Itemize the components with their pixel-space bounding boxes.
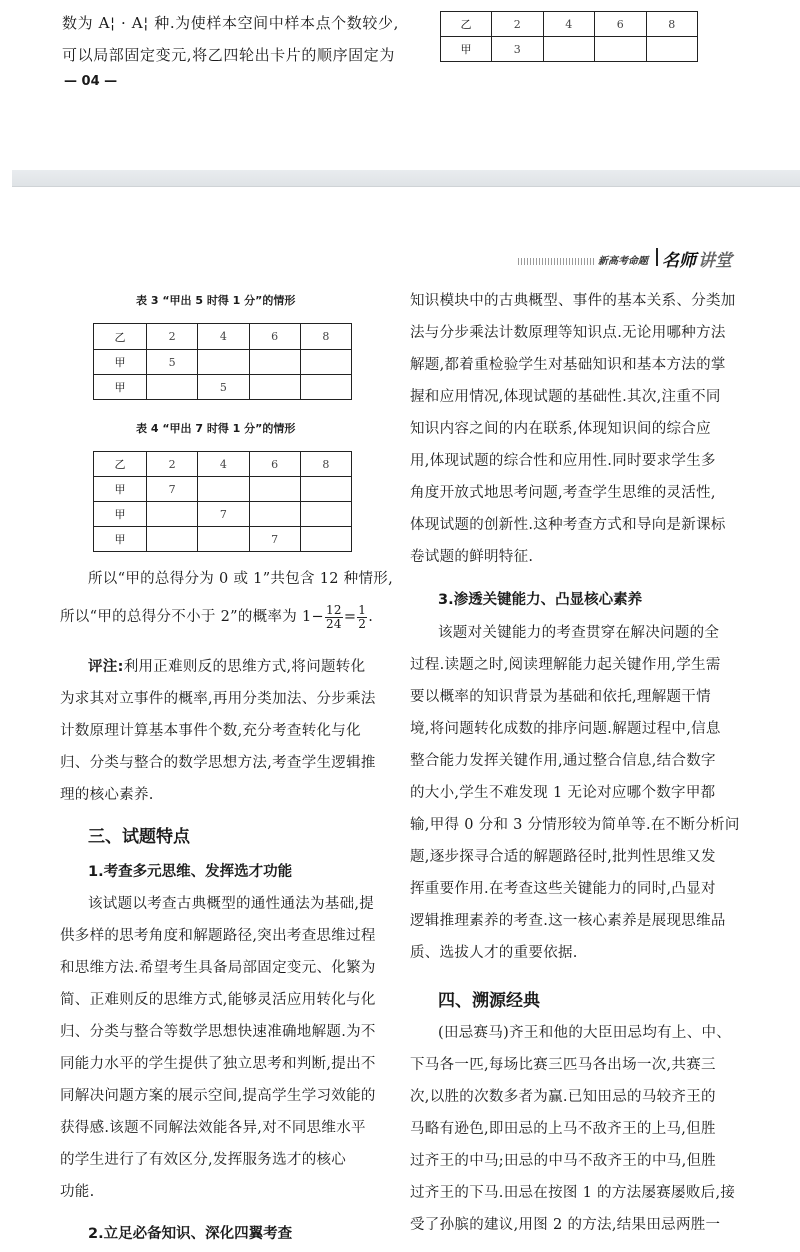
table-cell: 5 bbox=[147, 350, 198, 375]
table-cell: 乙 bbox=[94, 324, 147, 350]
table-cell: 乙 bbox=[94, 452, 147, 477]
right-line: 解题,都着重检验学生对基础知识和基本方法的掌 bbox=[410, 357, 726, 373]
table-cell bbox=[300, 502, 351, 527]
sub1-line: 归、分类与整合等数学思想快速准确地解题.为不 bbox=[60, 1024, 376, 1040]
sub-2-title: 2.立足必备知识、深化四翼考查 bbox=[88, 1226, 293, 1242]
conclusion-line-1: 所以“甲的总得分为 0 或 1”共包含 12 种情形, bbox=[88, 571, 393, 587]
page-separator bbox=[12, 170, 800, 187]
table-cell: 2 bbox=[147, 452, 198, 477]
right-line: 下马各一匹,每场比赛三匹马各出场一次,共赛三 bbox=[410, 1057, 716, 1073]
table-cell: 4 bbox=[543, 12, 595, 37]
comment-line: 归、分类与整合的数学思想方法,考查学生逻辑推 bbox=[60, 755, 376, 771]
table-cell: 7 bbox=[249, 527, 300, 552]
sub1-line: 的学生进行了有效区分,发挥服务选才的核心 bbox=[60, 1152, 347, 1168]
fraction-12-24 bbox=[325, 604, 343, 631]
table-cell bbox=[300, 527, 351, 552]
table-cell: 7 bbox=[198, 502, 249, 527]
table-cell bbox=[300, 477, 351, 502]
sub1-line: 同解决问题方案的展示空间,提高学生学习效能的 bbox=[60, 1088, 376, 1104]
right-line: 该题对关键能力的考查贯穿在解决问题的全 bbox=[438, 625, 720, 641]
right-line: 知识内容之间的内在联系,体现知识间的综合应 bbox=[410, 421, 711, 437]
table-cell bbox=[249, 477, 300, 502]
right-line: 握和应用情况,体现试题的基础性.其次,注重不同 bbox=[410, 389, 721, 405]
right-line: 过齐王的下马.田忌在按图 1 的方法屡赛屡败后,接 bbox=[410, 1185, 736, 1201]
equals-sign: = bbox=[343, 609, 357, 625]
comment-line-1 bbox=[88, 658, 365, 677]
right-line: 马略有逊色,即田忌的上马不敌齐王的上马,但胜 bbox=[410, 1121, 716, 1137]
table-cell bbox=[543, 37, 595, 62]
header-brand-a: 名师 bbox=[662, 251, 696, 271]
table-cell: 3 bbox=[492, 37, 544, 62]
right-line: 次,以胜的次数多者为赢.已知田忌的马较齐王的 bbox=[410, 1089, 716, 1105]
sub1-line: 和思维方法.希望考生具备局部固定变元、化繁为 bbox=[60, 960, 376, 976]
fraction-numerator: 12 bbox=[325, 603, 342, 617]
sub-1-title: 1.考查多元思维、发挥选才功能 bbox=[88, 864, 293, 880]
table-cell: 甲 bbox=[94, 527, 147, 552]
comment-line: 为求其对立事件的概率,再用分类加法、分步乘法 bbox=[60, 691, 376, 707]
top-text-line-2: 可以局部固定变元,将乙四轮出卡片的顺序固定为 bbox=[62, 46, 395, 64]
table4 bbox=[93, 451, 352, 552]
table-cell bbox=[300, 375, 351, 400]
table-cell: 6 bbox=[249, 452, 300, 477]
right-line: 整合能力发挥关键作用,通过整合信息,结合数字 bbox=[410, 753, 716, 769]
period: . bbox=[368, 609, 374, 625]
right-line: 题,逐步探寻合适的解题路径时,批判性思维又发 bbox=[410, 849, 716, 865]
comment-label: 评注: bbox=[88, 659, 124, 675]
sub1-line: 简、正难则反的思维方式,能够灵活应用转化与化 bbox=[60, 992, 376, 1008]
table-cell bbox=[147, 375, 198, 400]
right-line: 受了孙膑的建议,用图 2 的方法,结果田忌两胜一 bbox=[410, 1217, 721, 1233]
table-cell: 7 bbox=[147, 477, 198, 502]
right-line: (田忌赛马)齐王和他的大臣田忌均有上、中、 bbox=[438, 1025, 732, 1041]
conclusion-text: 所以“甲的总得分不小于 2”的概率为 1− bbox=[60, 609, 324, 625]
table-cell: 乙 bbox=[441, 12, 492, 37]
table-cell: 8 bbox=[300, 324, 351, 350]
table-cell bbox=[249, 502, 300, 527]
right-line: 要以概率的知识背景为基础和依托,理解题干情 bbox=[410, 689, 711, 705]
comment-text: 利用正难则反的思维方式,将问题转化 bbox=[123, 659, 366, 675]
right-line: 质、选拔人才的重要依据. bbox=[410, 945, 578, 961]
top-text-line-1: 数为 A¦ · A¦ 种.为使样本空间中样本点个数较少, bbox=[62, 14, 399, 32]
sub1-line: 供多样的思考角度和解题路径,突出考查思维过程 bbox=[60, 928, 376, 944]
right-line: 境,将问题转化成数的排序问题.解题过程中,信息 bbox=[410, 721, 721, 737]
sub1-line: 该试题以考查古典概型的通性通法为基础,提 bbox=[88, 896, 375, 912]
table-cell bbox=[646, 37, 698, 62]
section-3-title: 三、试题特点 bbox=[88, 827, 190, 847]
table-cell bbox=[249, 350, 300, 375]
fraction-denominator: 24 bbox=[325, 617, 342, 631]
right-line: 挥重要作用.在考查这些关键能力的同时,凸显对 bbox=[410, 881, 716, 897]
table-cell: 8 bbox=[300, 452, 351, 477]
right-line: 过齐王的中马;田忌的中马不敌齐王的中马,但胜 bbox=[410, 1153, 717, 1169]
table-cell bbox=[595, 37, 647, 62]
section-4-title: 四、溯源经典 bbox=[438, 991, 540, 1011]
table-cell: 6 bbox=[249, 324, 300, 350]
table-cell: 甲 bbox=[94, 350, 147, 375]
table-cell: 2 bbox=[492, 12, 544, 37]
table-cell: 甲 bbox=[441, 37, 492, 62]
header-hatch bbox=[518, 258, 596, 265]
table-cell: 8 bbox=[646, 12, 698, 37]
fraction-denominator: 2 bbox=[358, 617, 367, 631]
page-number: — 04 — bbox=[64, 74, 118, 89]
sub1-line: 功能. bbox=[60, 1184, 95, 1200]
right-line: 用,体现试题的综合性和应用性.同时要求学生多 bbox=[410, 453, 716, 469]
table-cell bbox=[249, 375, 300, 400]
table-cell: 甲 bbox=[94, 477, 147, 502]
sub1-line: 同能力水平的学生提供了独立思考和判断,提出不 bbox=[60, 1056, 376, 1072]
right-line: 角度开放式地思考问题,考查学生思维的灵活性, bbox=[410, 485, 716, 501]
table-cell: 5 bbox=[198, 375, 249, 400]
fraction-1-2 bbox=[357, 604, 367, 631]
table-cell bbox=[198, 350, 249, 375]
table-cell bbox=[198, 477, 249, 502]
table-cell bbox=[198, 527, 249, 552]
fraction-numerator: 1 bbox=[358, 603, 367, 617]
conclusion-line-2 bbox=[60, 604, 373, 631]
table3 bbox=[93, 323, 352, 400]
sub1-line: 获得感.该题不同解法效能各异,对不同思维水平 bbox=[60, 1120, 366, 1136]
right-line: 逻辑推理素养的考查.这一核心素养是展现思维品 bbox=[410, 913, 726, 929]
header-brand-b: 讲堂 bbox=[698, 251, 732, 271]
right-line: 法与分步乘法计数原理等知识点.无论用哪种方法 bbox=[410, 325, 726, 341]
header-series: 新高考命题 bbox=[598, 256, 648, 267]
comment-line: 计数原理计算基本事件个数,充分考查转化与化 bbox=[60, 723, 361, 739]
right-line: 的大小,学生不难发现 1 无论对应哪个数字甲都 bbox=[410, 785, 716, 801]
table-cell: 6 bbox=[595, 12, 647, 37]
table-cell: 4 bbox=[198, 324, 249, 350]
right-line: 体现试题的创新性.这种考查方式和导向是新课标 bbox=[410, 517, 726, 533]
table-cell: 甲 bbox=[94, 375, 147, 400]
top-table bbox=[440, 11, 698, 62]
table-cell: 甲 bbox=[94, 502, 147, 527]
table-cell: 2 bbox=[147, 324, 198, 350]
table3-caption: 表 3 “甲出 5 时得 1 分”的情形 bbox=[136, 294, 296, 307]
table-cell bbox=[300, 350, 351, 375]
table-cell bbox=[147, 502, 198, 527]
right-line: 卷试题的鲜明特征. bbox=[410, 549, 534, 565]
header-divider bbox=[656, 248, 658, 266]
table-cell: 4 bbox=[198, 452, 249, 477]
comment-line: 理的核心素养. bbox=[60, 787, 154, 803]
table4-caption: 表 4 “甲出 7 时得 1 分”的情形 bbox=[136, 422, 296, 435]
sub-3-title: 3.渗透关键能力、凸显核心素养 bbox=[438, 592, 643, 608]
right-line: 知识模块中的古典概型、事件的基本关系、分类加 bbox=[410, 293, 736, 309]
right-line: 过程.读题之时,阅读理解能力起关键作用,学生需 bbox=[410, 657, 721, 673]
right-line: 输,甲得 0 分和 3 分情形较为简单等.在不断分析问 bbox=[410, 817, 740, 833]
table-cell bbox=[147, 527, 198, 552]
